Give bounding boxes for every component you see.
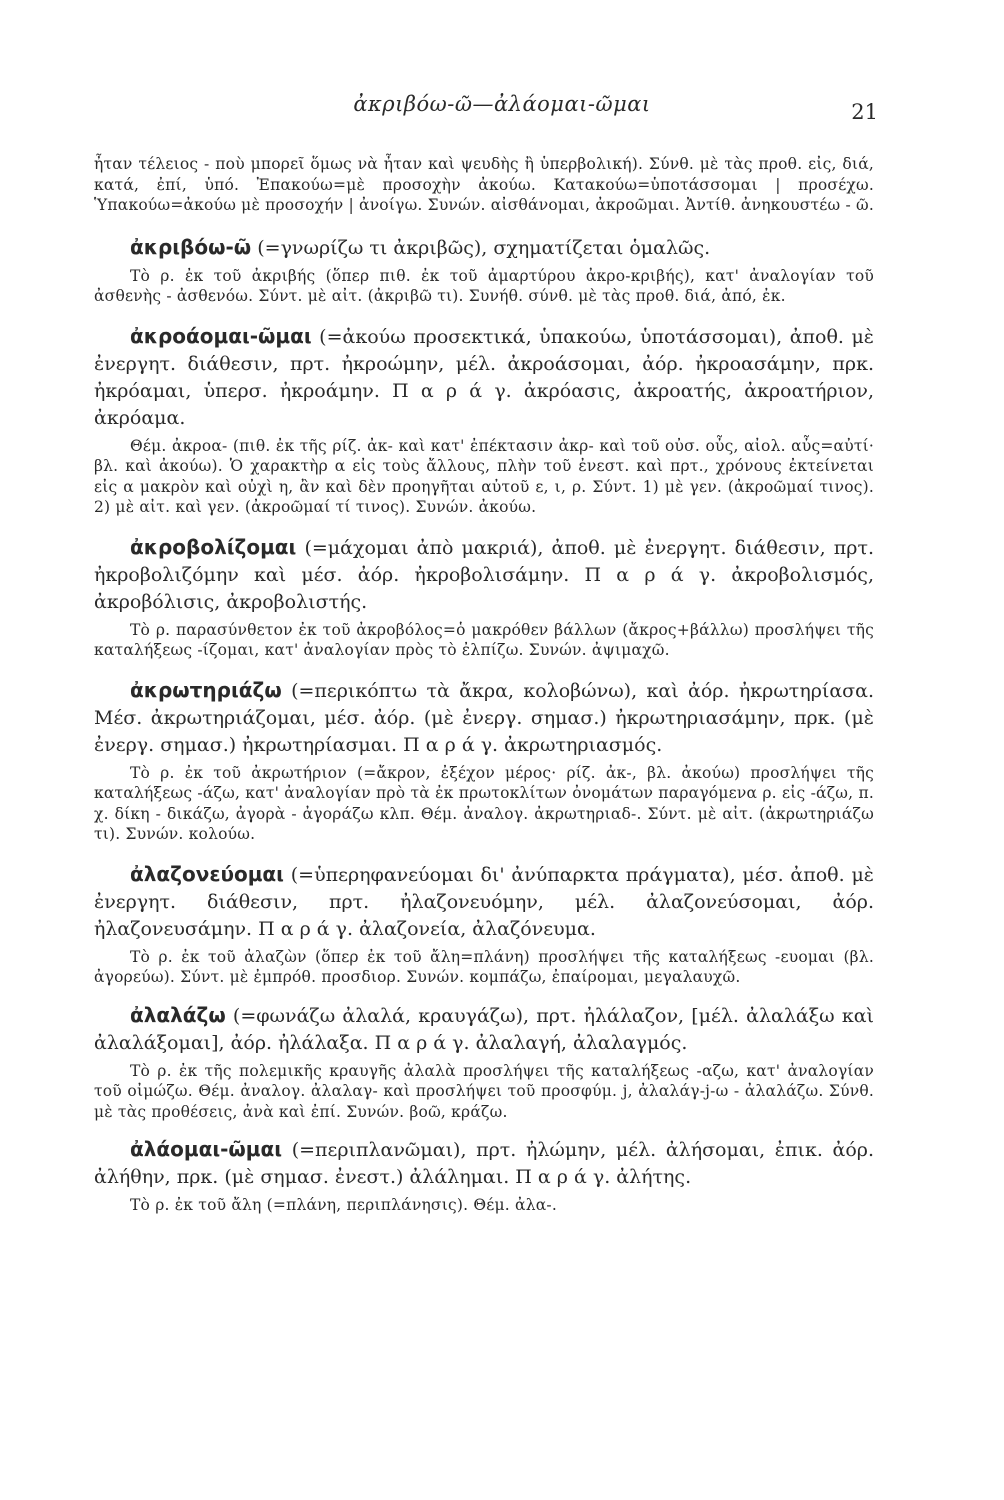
dictionary-entry xyxy=(94,1136,874,1216)
dictionary-entry xyxy=(94,677,874,845)
page-number: 21 xyxy=(851,100,878,124)
entry-headword: ἀκροβολίζομαι xyxy=(130,534,297,559)
entry-definition: (=γνωρίζω τι ἀκριβῶς), σχηματίζεται ὁμαλῶς. xyxy=(257,236,711,259)
entry-note: Τὸ ρ. ἐκ τοῦ ἀκρωτήριον (=ἄκρον, ἐξέχον μέρος· ρίζ. ἀκ-, βλ. ἀκούω) προσλήψει τῆς καταλήξεως -άζω, κατ' ἀναλογίαν πρὸ τὰ ἐκ πρωτοκλίτων ὀνομάτων παραγόμενα ρ. εἰς -άζω, π. χ. δίκη - δικάζω, ἀγορὰ - ἀγοράζω κλπ. Θέμ. ἀναλογ. ἀκρωτηριαδ-. Σύντ. μὲ αἰτ. (ἀκρωτηριάζω τι). Συνών. κολούω. xyxy=(94,763,874,843)
entry-headword: ἀκροάομαι-ῶμαι xyxy=(130,323,312,348)
entry-definition: (=ἀκούω προσεκτικά, ὑπακούω, ὑποτάσσομαι), ἀποθ. μὲ ἐνεργητ. διάθεσιν, πρτ. ἠκροώμην, μέλ. ἀκροάσομαι, ἀόρ. ἠκροασάμην, πρκ. ἠκρόαμαι, ὑπερσ. ἠκροάμην. Π α ρ ά γ. ἀκρόασις, ἀκροατής, ἀκροατήριον, ἀκρόαμα. xyxy=(94,325,874,429)
intro-paragraph: ἦταν τέλειος - ποὺ μπορεῖ ὅμως νὰ ἦταν καὶ ψευδὴς ἢ ὑπερβολική). Σύνθ. μὲ τὰς προθ. εἰς, διά, κατά, ἐπί, ὑπό. Ἐπακούω=μὲ προσοχὴν ἀκούω. Κατακούω=ὑποτάσσομαι | προσέχω. Ὑπακούω=ἀκούω μὲ προσοχήν | ἀνοίγω. Συνών. αἰσθάνομαι, ἀκροῶμαι. Ἀντίθ. ἀνηκουστέω - ῶ. xyxy=(94,155,875,214)
entry-definition: (=ὑπερηφανεύομαι δι' ἀνύπαρκτα πράγματα), μέσ. ἀποθ. μὲ ἐνεργητ. διάθεσιν, πρτ. ἠλαζονευόμην, μέλ. ἀλαζονεύσομαι, ἀόρ. ἠλαζονευσάμην. Π α ρ ά γ. ἀλαζονεία, ἀλαζόνευμα. xyxy=(94,863,874,940)
entry-definition-line xyxy=(94,1002,874,1057)
dictionary-entry xyxy=(94,234,874,307)
entry-definition-line xyxy=(94,534,874,616)
dictionary-entry xyxy=(94,861,874,988)
entry-definition-line xyxy=(94,861,874,943)
entry-note: Τὸ ρ. ἐκ τοῦ ἀκριβής (ὅπερ πιθ. ἐκ τοῦ ἀμαρτύρου ἀκρο-κριβής), κατ' ἀναλογίαν τοῦ ἀσθενὴς - ἀσθενόω. Σύντ. μὲ αἰτ. (ἀκριβῶ τι). Συνήθ. σύνθ. μὲ τὰς προθ. διά, ἀπό, ἐκ. xyxy=(94,266,874,305)
entry-note: Τὸ ρ. ἐκ τῆς πολεμικῆς κραυγῆς ἀλαλὰ προσλήψει τῆς καταλήξεως -αζω, κατ' ἀναλογίαν τοῦ οἰμώζω. Θέμ. ἀναλογ. ἀλαλαγ- καὶ προσλήψει τοῦ προσφύμ. j, ἀλαλάγ-j-ω - ἀλαλάζω. Σύνθ. μὲ τὰς προθέσεις, ἀνὰ καὶ ἐπί. Συνών. βοῶ, κράζω. xyxy=(94,1061,874,1121)
entry-note: Τὸ ρ. ἐκ τοῦ ἀλαζὼν (ὅπερ ἐκ τοῦ ἄλη=πλάνη) προσλήψει τῆς καταλήξεως -ευομαι (βλ. ἀγορεύω). Σύντ. μὲ ἐμπρόθ. προσδιορ. Συνών. κομπάζω, ἐπαίρομαι, μεγαλαυχῶ. xyxy=(94,947,874,986)
entry-definition: (=μάχομαι ἀπὸ μακριά), ἀποθ. μὲ ἐνεργητ. διάθεσιν, πρτ. ἠκροβολιζόμην καὶ μέσ. ἀόρ. ἠκροβολισάμην. Π α ρ ά γ. ἀκροβολισμός, ἀκροβόλισις, ἀκροβολιστής. xyxy=(94,536,874,613)
entry-definition-line xyxy=(94,1136,874,1191)
dictionary-entry xyxy=(94,1002,874,1123)
entry-headword: ἀκριβόω-ῶ xyxy=(130,234,252,259)
entry-headword: ἀλαλάζω xyxy=(130,1002,226,1027)
entry-headword: ἀλαζονεύομαι xyxy=(130,861,284,886)
dictionary-entry xyxy=(94,323,874,518)
entry-note: Θέμ. ἀκροα- (πιθ. ἐκ τῆς ρίζ. ἀκ- καὶ κατ' ἐπέκτασιν ἀκρ- καὶ τοῦ οὐσ. οὖς, αἰολ. αὖς=αὐτί· βλ. καὶ ἀκούω). Ὁ χαρακτὴρ α εἰς τοὺς ἄλλους, πλὴν τοῦ ἐνεστ. καὶ πρτ., χρόνους ἐκτείνεται εἰς α μακρὸν καὶ οὐχὶ η, ἂν καὶ δὲν προηγῆται αὐτοῦ ε, ι, ρ. Σύντ. 1) μὲ γεν. (ἀκροῶμαί τινος). 2) μὲ αἰτ. καὶ γεν. (ἀκροῶμαί τί τινος). Συνών. ἀκούω. xyxy=(94,436,874,516)
entry-definition-line xyxy=(94,677,874,759)
entry-definition-line xyxy=(94,323,874,432)
dictionary-entry xyxy=(94,534,874,661)
entry-definition: (=φωνάζω ἀλαλά, κραυγάζω), πρτ. ἠλάλαζον, [μέλ. ἀλαλάξω καὶ ἀλαλάξομαι], ἀόρ. ἠλάλαξα. Π α ρ ά γ. ἀλαλαγή, ἀλαλαγμός. xyxy=(94,1004,874,1054)
entry-definition: (=περικόπτω τὰ ἄκρα, κολοβώνω), καὶ ἀόρ. ἠκρωτηρίασα. Μέσ. ἀκρωτηριάζομαι, μέσ. ἀόρ. (μὲ ἐνεργ. σημασ.) ἠκρωτηριασάμην, πρκ. (μὲ ἐνεργ. σημασ.) ἠκρωτηρίασμαι. Π α ρ ά γ. ἀκρωτηριασμός. xyxy=(94,679,874,756)
entry-definition: (=περιπλανῶμαι), πρτ. ἠλώμην, μέλ. ἀλήσομαι, ἐπικ. ἀόρ. ἀλήθην, πρκ. (μὲ σημασ. ἐνεστ.) ἀλάλημαι. Π α ρ ά γ. ἀλήτης. xyxy=(94,1139,874,1188)
entry-headword: ἀκρωτηριάζω xyxy=(130,677,282,702)
entry-headword: ἀλάομαι-ῶμαι xyxy=(130,1137,283,1161)
entry-note: Τὸ ρ. παρασύνθετον ἐκ τοῦ ἀκροβόλος=ὁ μακρόθεν βάλλων (ἄκρος+βάλλω) προσλήψει τῆς καταλήξεως -ίζομαι, κατ' ἀναλογίαν πρὸς τὸ ἐλπίζω. Συνών. ἀψιμαχῶ. xyxy=(94,620,874,659)
entry-definition-line xyxy=(94,234,874,262)
page-body xyxy=(94,154,874,1216)
entry-note: Τὸ ρ. ἐκ τοῦ ἄλη (=πλάνη, περιπλάνησις). Θέμ. ἀλα-. xyxy=(130,1196,557,1214)
running-title: ἀκριβόω-ῶ—ἀλάομαι-ῶμαι xyxy=(353,92,651,116)
